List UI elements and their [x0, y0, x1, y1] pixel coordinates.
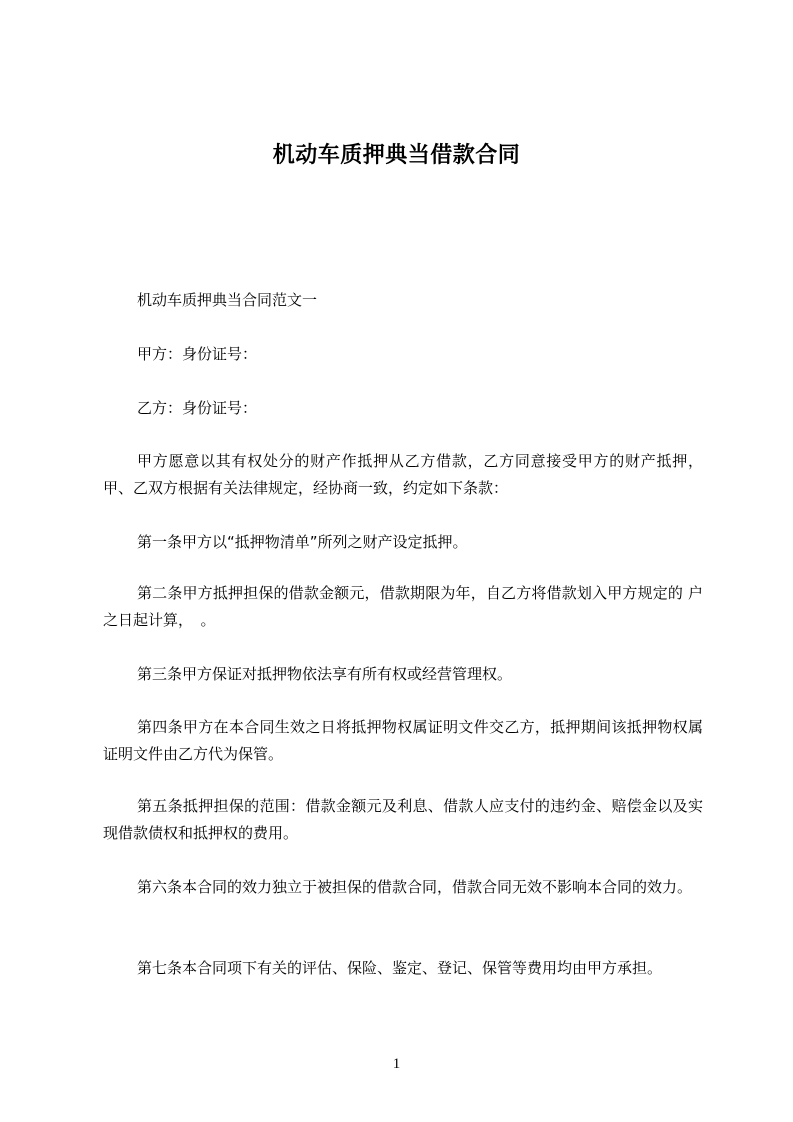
paragraph-party-a: 甲方：身份证号：	[137, 345, 258, 363]
paragraph-heading-sample: 机动车质押典当合同范文一	[137, 291, 318, 309]
paragraph-preamble: 甲方愿意以其有权处分的财产作抵押从乙方借款，乙方同意接受甲方的财产抵押，甲、乙双方根据有关法律规定，经协商一致，约定如下条款：	[103, 452, 703, 497]
paragraph-article-5: 第五条抵押担保的范围：借款金额元及利息、借款人应支付的违约金、赔偿金以及实现借款债权和抵押权的费用。	[103, 797, 703, 842]
paragraph-article-3: 第三条甲方保证对抵押物依法享有所有权或经营管理权。	[137, 665, 513, 683]
page-number: 1	[392, 1056, 401, 1072]
paragraph-article-2: 第二条甲方抵押担保的借款金额元，借款期限为年，自乙方将借款划入甲方规定的 户之日起计算， 。	[103, 584, 703, 629]
paragraph-party-b: 乙方：身份证号：	[137, 399, 258, 417]
paragraph-article-4: 第四条甲方在本合同生效之日将抵押物权属证明文件交乙方，抵押期间该抵押物权属证明文件由乙方代为保管。	[103, 718, 703, 763]
document-title: 机动车质押典当借款合同	[272, 143, 521, 168]
paragraph-article-1: 第一条甲方以“抵押物清单”所列之财产设定抵押。	[137, 533, 468, 551]
paragraph-article-6: 第六条本合同的效力独立于被担保的借款合同，借款合同无效不影响本合同的效力。	[137, 878, 693, 896]
paragraph-article-7: 第七条本合同项下有关的评估、保险、鉴定、登记、保管等费用均由甲方承担。	[137, 959, 663, 977]
